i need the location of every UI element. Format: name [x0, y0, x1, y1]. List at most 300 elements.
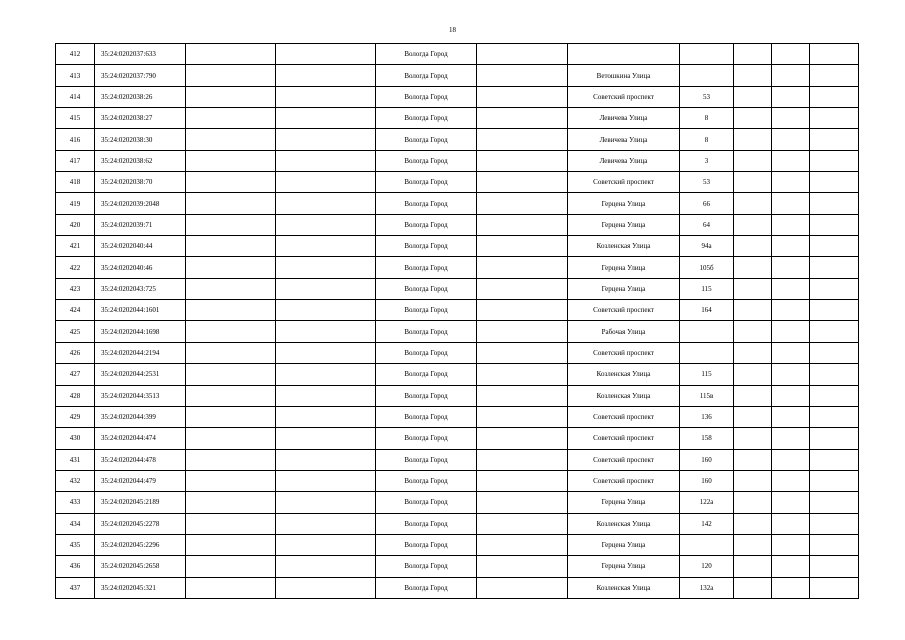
street-cell: Рабочая Улица	[568, 321, 680, 342]
table-row	[56, 556, 859, 577]
row-number-cell: 424	[56, 300, 95, 321]
empty-cell	[276, 108, 376, 129]
empty-cell	[772, 577, 810, 598]
row-number-cell: 416	[56, 129, 95, 150]
empty-cell	[477, 385, 568, 406]
street-cell: Козленская Улица	[568, 577, 680, 598]
settlement-cell: Вологда Город	[376, 385, 477, 406]
empty-cell	[276, 65, 376, 86]
empty-cell	[276, 44, 376, 65]
table-row	[56, 342, 859, 363]
empty-cell	[772, 385, 810, 406]
empty-cell	[276, 342, 376, 363]
house-number-cell: 8	[680, 129, 734, 150]
empty-cell	[477, 236, 568, 257]
house-number-cell: 94а	[680, 236, 734, 257]
table-row	[56, 428, 859, 449]
empty-cell	[477, 406, 568, 427]
street-cell: Советский проспект	[568, 470, 680, 491]
row-number-cell: 426	[56, 342, 95, 363]
house-number-cell: 158	[680, 428, 734, 449]
empty-cell	[186, 86, 276, 107]
table-body	[56, 44, 859, 599]
cadastral-number-cell: 35:24:0202040:44	[95, 236, 186, 257]
row-number-cell: 422	[56, 257, 95, 278]
row-number-cell: 427	[56, 364, 95, 385]
house-number-cell	[680, 534, 734, 555]
empty-cell	[772, 300, 810, 321]
empty-cell	[734, 236, 772, 257]
page-number: 18	[449, 26, 456, 34]
empty-cell	[276, 449, 376, 470]
empty-cell	[772, 150, 810, 171]
empty-cell	[186, 492, 276, 513]
table-row	[56, 44, 859, 65]
empty-cell	[810, 342, 859, 363]
empty-cell	[477, 214, 568, 235]
street-cell: Герцена Улица	[568, 278, 680, 299]
empty-cell	[734, 449, 772, 470]
empty-cell	[276, 556, 376, 577]
row-number-cell: 437	[56, 577, 95, 598]
empty-cell	[477, 513, 568, 534]
empty-cell	[276, 257, 376, 278]
empty-cell	[810, 534, 859, 555]
empty-cell	[810, 150, 859, 171]
empty-cell	[734, 428, 772, 449]
empty-cell	[772, 449, 810, 470]
row-number-cell: 435	[56, 534, 95, 555]
empty-cell	[772, 556, 810, 577]
house-number-cell: 115в	[680, 385, 734, 406]
row-number-cell: 417	[56, 150, 95, 171]
row-number-cell: 420	[56, 214, 95, 235]
empty-cell	[186, 257, 276, 278]
table-row	[56, 513, 859, 534]
empty-cell	[734, 44, 772, 65]
empty-cell	[772, 321, 810, 342]
row-number-cell: 430	[56, 428, 95, 449]
row-number-cell: 423	[56, 278, 95, 299]
empty-cell	[477, 470, 568, 491]
empty-cell	[477, 65, 568, 86]
empty-cell	[276, 129, 376, 150]
empty-cell	[734, 172, 772, 193]
empty-cell	[734, 321, 772, 342]
empty-cell	[276, 577, 376, 598]
street-cell: Советский проспект	[568, 172, 680, 193]
street-cell: Козленская Улица	[568, 364, 680, 385]
cadastral-number-cell: 35:24:0202043:725	[95, 278, 186, 299]
empty-cell	[186, 300, 276, 321]
empty-cell	[186, 321, 276, 342]
empty-cell	[810, 470, 859, 491]
empty-cell	[186, 44, 276, 65]
house-number-cell: 120	[680, 556, 734, 577]
empty-cell	[772, 172, 810, 193]
empty-cell	[477, 321, 568, 342]
settlement-cell: Вологда Город	[376, 300, 477, 321]
cadastral-number-cell: 35:24:0202044:2531	[95, 364, 186, 385]
table-row	[56, 86, 859, 107]
empty-cell	[276, 534, 376, 555]
street-cell: Козленская Улица	[568, 385, 680, 406]
table-row	[56, 385, 859, 406]
empty-cell	[772, 342, 810, 363]
empty-cell	[276, 172, 376, 193]
empty-cell	[772, 513, 810, 534]
empty-cell	[810, 236, 859, 257]
row-number-cell: 415	[56, 108, 95, 129]
empty-cell	[477, 342, 568, 363]
empty-cell	[186, 278, 276, 299]
settlement-cell: Вологда Город	[376, 406, 477, 427]
empty-cell	[477, 150, 568, 171]
row-number-cell: 432	[56, 470, 95, 491]
cadastral-number-cell: 35:24:0202044:3513	[95, 385, 186, 406]
empty-cell	[734, 108, 772, 129]
house-number-cell: 142	[680, 513, 734, 534]
empty-cell	[734, 86, 772, 107]
row-number-cell: 413	[56, 65, 95, 86]
empty-cell	[810, 65, 859, 86]
empty-cell	[477, 108, 568, 129]
empty-cell	[734, 278, 772, 299]
empty-cell	[810, 428, 859, 449]
table-row	[56, 257, 859, 278]
settlement-cell: Вологда Город	[376, 577, 477, 598]
table-row	[56, 214, 859, 235]
empty-cell	[276, 321, 376, 342]
table-row	[56, 449, 859, 470]
table-row	[56, 150, 859, 171]
settlement-cell: Вологда Город	[376, 193, 477, 214]
empty-cell	[734, 65, 772, 86]
empty-cell	[810, 513, 859, 534]
empty-cell	[186, 385, 276, 406]
empty-cell	[276, 470, 376, 491]
empty-cell	[810, 172, 859, 193]
empty-cell	[810, 321, 859, 342]
row-number-cell: 419	[56, 193, 95, 214]
empty-cell	[734, 513, 772, 534]
house-number-cell: 122а	[680, 492, 734, 513]
street-cell: Советский проспект	[568, 86, 680, 107]
empty-cell	[477, 492, 568, 513]
settlement-cell: Вологда Город	[376, 214, 477, 235]
table-row	[56, 108, 859, 129]
table-row	[56, 470, 859, 491]
settlement-cell: Вологда Город	[376, 172, 477, 193]
street-cell: Советский проспект	[568, 406, 680, 427]
empty-cell	[772, 65, 810, 86]
empty-cell	[734, 342, 772, 363]
empty-cell	[477, 44, 568, 65]
empty-cell	[477, 364, 568, 385]
empty-cell	[186, 577, 276, 598]
cadastral-number-cell: 35:24:0202045:2189	[95, 492, 186, 513]
empty-cell	[276, 385, 376, 406]
empty-cell	[772, 214, 810, 235]
empty-cell	[772, 44, 810, 65]
street-cell: Советский проспект	[568, 342, 680, 363]
row-number-cell: 436	[56, 556, 95, 577]
settlement-cell: Вологда Город	[376, 449, 477, 470]
street-cell: Левичева Улица	[568, 129, 680, 150]
row-number-cell: 414	[56, 86, 95, 107]
settlement-cell: Вологда Город	[376, 129, 477, 150]
row-number-cell: 418	[56, 172, 95, 193]
house-number-cell: 53	[680, 172, 734, 193]
empty-cell	[477, 577, 568, 598]
empty-cell	[810, 556, 859, 577]
empty-cell	[734, 492, 772, 513]
settlement-cell: Вологда Город	[376, 44, 477, 65]
table-row	[56, 406, 859, 427]
empty-cell	[810, 492, 859, 513]
settlement-cell: Вологда Город	[376, 150, 477, 171]
empty-cell	[810, 385, 859, 406]
empty-cell	[772, 364, 810, 385]
settlement-cell: Вологда Город	[376, 65, 477, 86]
row-number-cell: 431	[56, 449, 95, 470]
street-cell: Козленская Улица	[568, 513, 680, 534]
cadastral-number-cell: 35:24:0202044:399	[95, 406, 186, 427]
empty-cell	[734, 129, 772, 150]
table-row	[56, 364, 859, 385]
settlement-cell: Вологда Город	[376, 236, 477, 257]
cadastral-number-cell: 35:24:0202039:71	[95, 214, 186, 235]
empty-cell	[186, 513, 276, 534]
row-number-cell: 421	[56, 236, 95, 257]
settlement-cell: Вологда Город	[376, 278, 477, 299]
empty-cell	[810, 108, 859, 129]
empty-cell	[734, 300, 772, 321]
empty-cell	[276, 193, 376, 214]
house-number-cell: 3	[680, 150, 734, 171]
row-number-cell: 425	[56, 321, 95, 342]
empty-cell	[734, 364, 772, 385]
empty-cell	[186, 150, 276, 171]
empty-cell	[772, 86, 810, 107]
empty-cell	[477, 278, 568, 299]
table-row	[56, 278, 859, 299]
cadastral-number-cell: 35:24:0202045:2658	[95, 556, 186, 577]
settlement-cell: Вологда Город	[376, 534, 477, 555]
empty-cell	[477, 129, 568, 150]
house-number-cell	[680, 342, 734, 363]
house-number-cell: 115	[680, 278, 734, 299]
empty-cell	[186, 470, 276, 491]
table-row	[56, 492, 859, 513]
settlement-cell: Вологда Город	[376, 470, 477, 491]
empty-cell	[186, 534, 276, 555]
house-number-cell: 64	[680, 214, 734, 235]
empty-cell	[477, 300, 568, 321]
table-row	[56, 236, 859, 257]
cadastral-number-cell: 35:24:0202040:46	[95, 257, 186, 278]
settlement-cell: Вологда Город	[376, 108, 477, 129]
empty-cell	[477, 172, 568, 193]
settlement-cell: Вологда Город	[376, 428, 477, 449]
street-cell: Левичева Улица	[568, 150, 680, 171]
empty-cell	[772, 428, 810, 449]
empty-cell	[186, 129, 276, 150]
empty-cell	[276, 492, 376, 513]
empty-cell	[810, 129, 859, 150]
table-row	[56, 534, 859, 555]
cadastral-number-cell: 35:24:0202044:1698	[95, 321, 186, 342]
property-table	[55, 43, 859, 599]
empty-cell	[734, 257, 772, 278]
cadastral-number-cell: 35:24:0202044:478	[95, 449, 186, 470]
street-cell: Советский проспект	[568, 428, 680, 449]
empty-cell	[810, 577, 859, 598]
row-number-cell: 429	[56, 406, 95, 427]
empty-cell	[772, 257, 810, 278]
empty-cell	[772, 470, 810, 491]
cadastral-number-cell: 35:24:0202037:633	[95, 44, 186, 65]
empty-cell	[186, 449, 276, 470]
empty-cell	[810, 278, 859, 299]
empty-cell	[772, 108, 810, 129]
table-row	[56, 321, 859, 342]
settlement-cell: Вологда Город	[376, 86, 477, 107]
empty-cell	[810, 300, 859, 321]
street-cell: Герцена Улица	[568, 193, 680, 214]
empty-cell	[276, 428, 376, 449]
empty-cell	[477, 556, 568, 577]
cadastral-number-cell: 35:24:0202044:479	[95, 470, 186, 491]
empty-cell	[276, 300, 376, 321]
cadastral-number-cell: 35:24:0202037:790	[95, 65, 186, 86]
row-number-cell: 412	[56, 44, 95, 65]
empty-cell	[810, 406, 859, 427]
cadastral-number-cell: 35:24:0202044:1601	[95, 300, 186, 321]
empty-cell	[477, 534, 568, 555]
house-number-cell: 132а	[680, 577, 734, 598]
empty-cell	[186, 556, 276, 577]
empty-cell	[772, 278, 810, 299]
street-cell: Советский проспект	[568, 449, 680, 470]
cadastral-number-cell: 35:24:0202044:474	[95, 428, 186, 449]
empty-cell	[810, 86, 859, 107]
empty-cell	[186, 193, 276, 214]
street-cell: Левичева Улица	[568, 108, 680, 129]
empty-cell	[734, 577, 772, 598]
empty-cell	[186, 406, 276, 427]
empty-cell	[734, 214, 772, 235]
house-number-cell: 53	[680, 86, 734, 107]
empty-cell	[276, 86, 376, 107]
cadastral-number-cell: 35:24:0202039:2048	[95, 193, 186, 214]
street-cell: Козленская Улица	[568, 236, 680, 257]
cadastral-number-cell: 35:24:0202038:70	[95, 172, 186, 193]
settlement-cell: Вологда Город	[376, 513, 477, 534]
empty-cell	[734, 470, 772, 491]
street-cell: Ветошкина Улица	[568, 65, 680, 86]
empty-cell	[810, 193, 859, 214]
table-row	[56, 129, 859, 150]
house-number-cell	[680, 65, 734, 86]
table-row	[56, 300, 859, 321]
settlement-cell: Вологда Город	[376, 492, 477, 513]
cadastral-number-cell: 35:24:0202038:30	[95, 129, 186, 150]
house-number-cell: 105б	[680, 257, 734, 278]
house-number-cell: 160	[680, 470, 734, 491]
empty-cell	[772, 193, 810, 214]
empty-cell	[810, 44, 859, 65]
street-cell: Советский проспект	[568, 300, 680, 321]
settlement-cell: Вологда Город	[376, 342, 477, 363]
street-cell: Герцена Улица	[568, 257, 680, 278]
empty-cell	[734, 385, 772, 406]
cadastral-number-cell: 35:24:0202038:62	[95, 150, 186, 171]
empty-cell	[477, 86, 568, 107]
settlement-cell: Вологда Город	[376, 321, 477, 342]
empty-cell	[477, 257, 568, 278]
empty-cell	[186, 108, 276, 129]
empty-cell	[276, 364, 376, 385]
empty-cell	[772, 492, 810, 513]
empty-cell	[276, 406, 376, 427]
cadastral-number-cell: 35:24:0202044:2194	[95, 342, 186, 363]
empty-cell	[810, 214, 859, 235]
house-number-cell	[680, 44, 734, 65]
house-number-cell: 160	[680, 449, 734, 470]
empty-cell	[772, 534, 810, 555]
empty-cell	[186, 214, 276, 235]
empty-cell	[810, 364, 859, 385]
empty-cell	[186, 172, 276, 193]
empty-cell	[810, 449, 859, 470]
empty-cell	[186, 236, 276, 257]
house-number-cell: 8	[680, 108, 734, 129]
empty-cell	[477, 193, 568, 214]
house-number-cell: 115	[680, 364, 734, 385]
table-row	[56, 65, 859, 86]
row-number-cell: 428	[56, 385, 95, 406]
empty-cell	[734, 534, 772, 555]
house-number-cell: 66	[680, 193, 734, 214]
empty-cell	[772, 129, 810, 150]
street-cell	[568, 44, 680, 65]
settlement-cell: Вологда Город	[376, 364, 477, 385]
cadastral-number-cell: 35:24:0202045:2278	[95, 513, 186, 534]
settlement-cell: Вологда Город	[376, 556, 477, 577]
empty-cell	[772, 406, 810, 427]
cadastral-number-cell: 35:24:0202038:26	[95, 86, 186, 107]
table-row	[56, 193, 859, 214]
empty-cell	[734, 406, 772, 427]
cadastral-number-cell: 35:24:0202038:27	[95, 108, 186, 129]
empty-cell	[186, 342, 276, 363]
empty-cell	[734, 556, 772, 577]
empty-cell	[276, 150, 376, 171]
row-number-cell: 433	[56, 492, 95, 513]
empty-cell	[772, 236, 810, 257]
house-number-cell: 136	[680, 406, 734, 427]
empty-cell	[276, 236, 376, 257]
empty-cell	[276, 278, 376, 299]
empty-cell	[810, 257, 859, 278]
street-cell: Герцена Улица	[568, 556, 680, 577]
table-row	[56, 577, 859, 598]
settlement-cell: Вологда Город	[376, 257, 477, 278]
empty-cell	[186, 364, 276, 385]
empty-cell	[186, 428, 276, 449]
empty-cell	[477, 428, 568, 449]
